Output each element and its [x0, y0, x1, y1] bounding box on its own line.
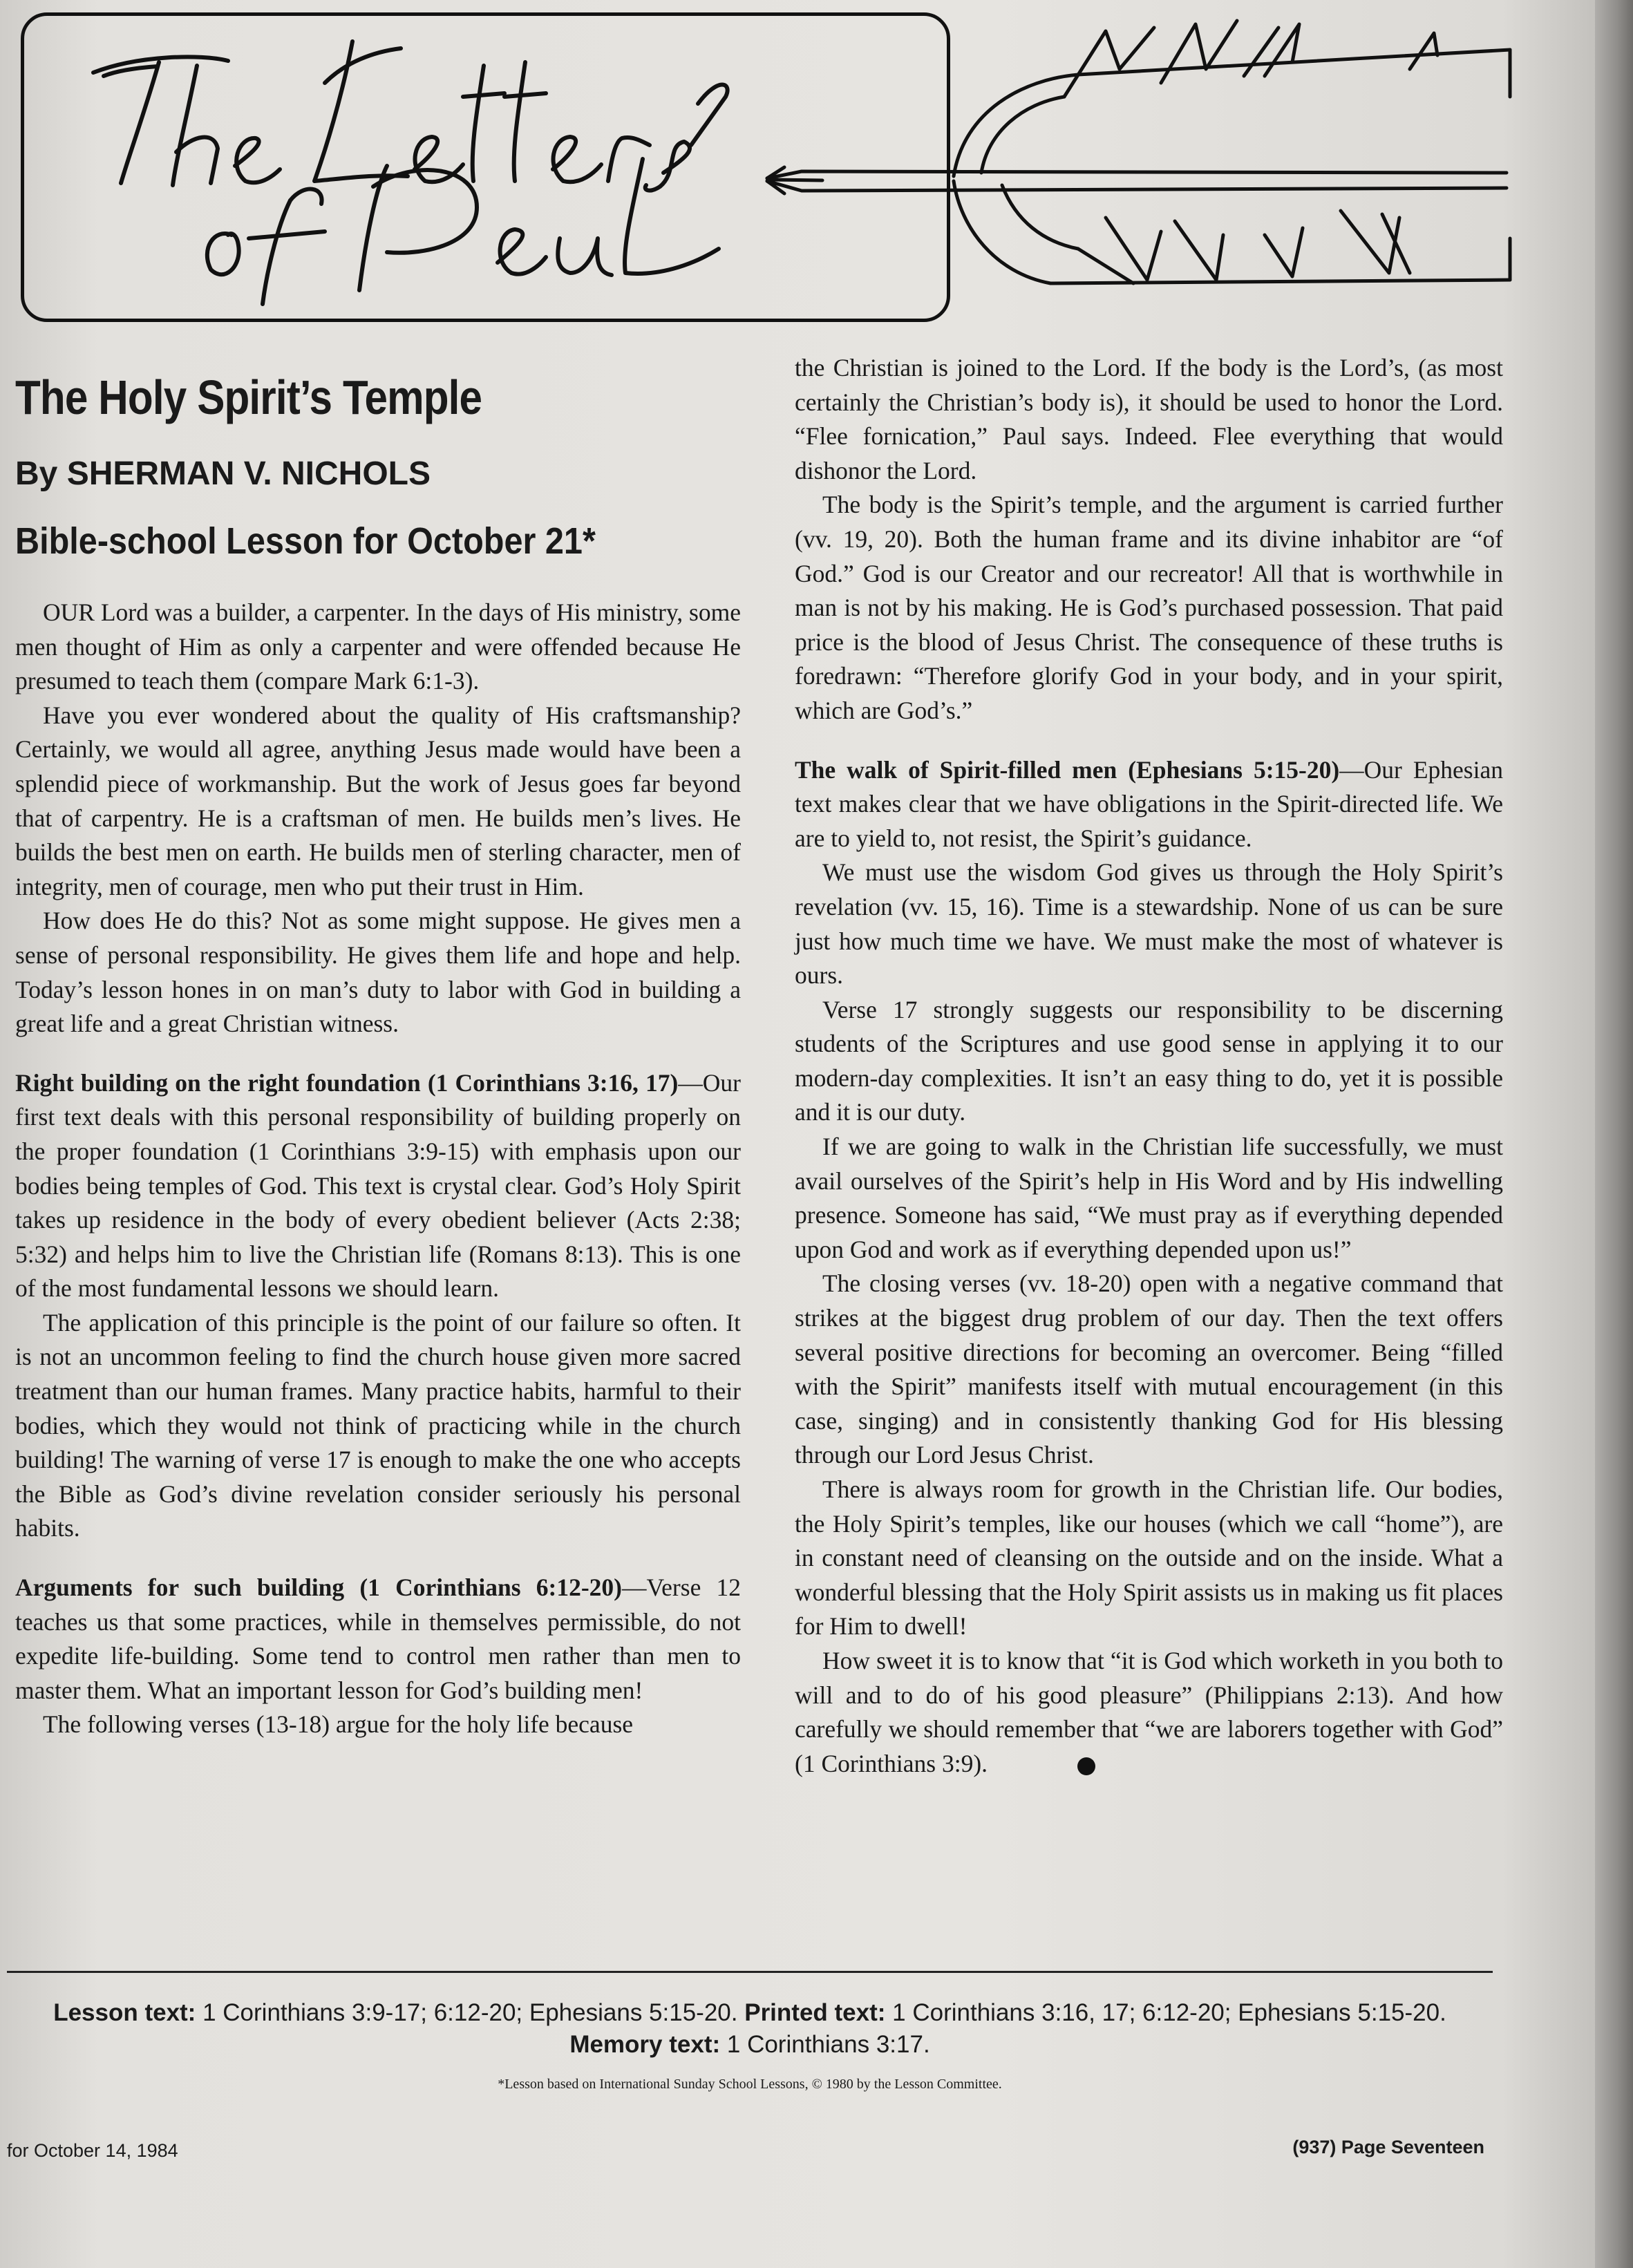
page-number: (937) Page Seventeen: [1292, 2137, 1484, 2157]
section-text: —Our first text deals with this personal responsibility of building properly on the proper foundation (1 Corinthians 3:9-15) with emphasis upon our bodies being temples of God. This text is crystal clear. God’s Holy Spirit takes up residence in the body of every obedient believer (Acts 2:38; 5:32) and helps him to live the Christian life (Romans 8:13). This is one of the most fundamental lessons we should learn.: [15, 1068, 741, 1303]
paragraph-last: [795, 1644, 1503, 1781]
section-heading: Arguments for such building (1 Corinthians 6:12-20): [15, 1574, 622, 1602]
lesson-text-value: 1 Corinthians 3:9-17; 6:12-20; Ephesians 5:15-20.: [202, 1999, 738, 2026]
page-binding-shadow: [1595, 0, 1633, 2268]
memory-text-value: 1 Corinthians 3:17.: [726, 2031, 930, 2058]
section-text: —Verse 12 teaches us that some practices, while in themselves permissible, do not expedite life-building. Some tend to control men rather than men to master them. What an important lesson for God’s building men!: [15, 1574, 741, 1704]
logo-lettering: [93, 41, 728, 304]
left-column-text: [15, 596, 741, 1742]
quill-pen-icon: [767, 21, 1510, 283]
paragraph: We must use the wisdom God gives us through the Holy Spirit’s revelation (vv. 15, 16). Time is a stewardship. None of us can be sure just how much time we have. We must make the most of whatever is ours.: [795, 858, 1503, 990]
paragraph: Verse 17 strongly suggests our responsibility to be discerning students of the Scriptures and use good sense in applying it to our modern-day complexities. It isn’t an easy thing to do, yet it is possible and it is our duty.: [795, 995, 1503, 1126]
article-byline: By SHERMAN V. NICHOLS: [15, 455, 431, 492]
memory-text-label: Memory text:: [569, 2031, 721, 2058]
paragraph: The body is the Spirit’s temple, and the argument is carried further (vv. 19, 20). Both the human frame and its divine inhabitor are “of God.” God is our Creator and our recreator! All that is worthwhile in man is not by his making. He is God’s purchased possession. That paid price is the blood of Jesus Christ. The consequence of these truths is foredrawn: “Therefore glorify God in your body, and in your spirit, which are God’s.”: [795, 491, 1503, 724]
paragraph: The application of this principle is the point of our failure so often. It is not an uncommon feeling to find the church house given more sacred treatment than our human frames. Many practice habits, harmful to their bodies, which they would not think of practicing while in the church building! The warning of verse 17 is enough to make the one who accepts the Bible as God’s divine revelation consider seriously his personal habits.: [15, 1308, 741, 1542]
lesson-date-heading: Bible-school Lesson for October 21*: [15, 520, 596, 562]
paragraph-continued: the Christian is joined to the Lord. If the body is the Lord’s, (as most certainly the Christian’s body is), it should be used to honor the Lord. “Flee fornication,” Paul says. Indeed. Flee everything that would dishonor the Lord.: [795, 354, 1503, 484]
section-paragraph: [795, 753, 1503, 856]
paragraph: OUR Lord was a builder, a carpenter. In the days of His ministry, some men thought of Him as only a carpenter and were offended because He presumed to teach them (compare Mark 6:1-3).: [15, 598, 741, 695]
right-column-text: [795, 351, 1503, 1781]
footer-divider: [7, 1971, 1493, 1973]
section-paragraph: [15, 1066, 741, 1306]
end-mark-bullet: [1077, 1757, 1095, 1775]
lesson-references: [7, 1997, 1493, 2061]
paragraph: The closing verses (vv. 18-20) open with a negative command that strikes at the biggest drug problem of our day. Then the text offers several positive directions for becoming an overcomer. Being “filled with the Spirit” manifests itself with mutual encouragement (in this case, singing) and in consistently thanking God for His blessing through our Lord Jesus Christ.: [795, 1269, 1503, 1469]
lesson-footnote: *Lesson based on International Sunday School Lessons, © 1980 by the Lesson Committee.: [498, 2077, 1002, 2092]
paragraph: If we are going to walk in the Christian life successfully, we must avail ourselves of the Spirit’s help in His Word and by His indwelling presence. Someone has said, “We must pray as if everything depended upon God and work as if everything depended upon us!”: [795, 1133, 1503, 1263]
paragraph: The following verses (13-18) argue for the holy life because: [43, 1710, 634, 1739]
paragraph: How does He do this? Not as some might suppose. He gives men a sense of personal responsibility. He gives them life and hope and help. Today’s lesson hones in on man’s duty to labor with God in building a great life and a great Christian witness.: [15, 907, 741, 1038]
issue-date: for October 14, 1984: [7, 2140, 178, 2161]
article-title: The Holy Spirit’s Temple: [15, 370, 482, 424]
paragraph: There is always room for growth in the Christian life. Our bodies, the Holy Spirit’s temples, like our houses (which we call “home”), are in constant need of cleansing on the outside and on the inside. What a wonderful blessing that the Holy Spirit assists us in making us fit places for Him to dwell!: [795, 1475, 1503, 1641]
closing-text: How sweet it is to know that “it is God which worketh in you both to will and to do of his good pleasure” (Philippians 2:13). And how carefully we should remember that “we are laborers together with God” (1 Corinthians 3:9).: [795, 1646, 1503, 1777]
paragraph: Have you ever wondered about the quality of His craftsmanship? Certainly, we would all agree, anything Jesus made would have been a splendid piece of workmanship. But the work of Jesus goes far beyond that of carpentry. He is a craftsman of men. He builds men’s lives. He builds the best men on earth. He builds men of sterling character, men of integrity, men of courage, men who put their trust in Him.: [15, 701, 741, 900]
printed-text-label: Printed text:: [744, 1999, 886, 2026]
section-heading: The walk of Spirit-filled men (Ephesians 5:15-20): [795, 755, 1340, 784]
printed-text-value: 1 Corinthians 3:16, 17; 6:12-20; Ephesians 5:15-20.: [892, 1999, 1446, 2026]
section-paragraph: [15, 1571, 741, 1708]
lesson-text-label: Lesson text:: [53, 1999, 196, 2026]
section-text: —Our Ephesian text makes clear that we have obligations in the Spirit-directed life. We are to yield to, not resist, the Spirit’s guidance.: [795, 755, 1503, 852]
letters-of-paul-logo: [0, 0, 1633, 332]
section-heading: Right building on the right foundation (1 Corinthians 3:16, 17): [15, 1068, 679, 1097]
